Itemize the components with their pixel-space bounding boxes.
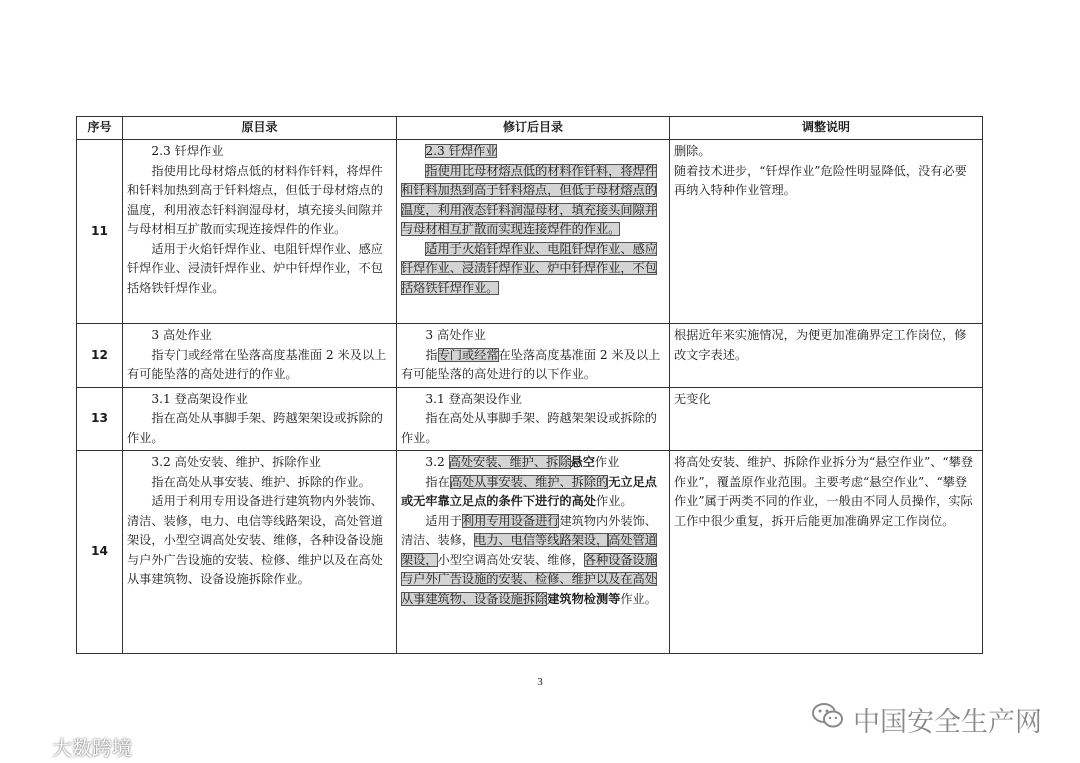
table-row [77, 387, 983, 451]
revised-title: 3 高处作业 [425, 328, 486, 342]
note-cell [670, 451, 983, 654]
revised-cell [397, 451, 670, 654]
table-header-row [77, 117, 983, 140]
brand-logo-icon [8, 733, 48, 760]
table-row [77, 140, 983, 324]
highlighted-phrase: 电力、电信等线路架设， [474, 533, 609, 547]
revised-paragraph: 指专门或经常在坠落高度基准面 2 米及以上有可能坠落的高处进行的以下作业。 [401, 347, 661, 381]
note-cell [670, 387, 983, 451]
row-number: 14 [77, 451, 123, 654]
original-title: 2.3 钎焊作业 [151, 144, 224, 158]
inserted-text: 悬空 [570, 455, 595, 469]
original-cell [123, 140, 397, 324]
original-title: 3.2 高处安装、维护、拆除作业 [151, 455, 321, 469]
header-number: 序号 [77, 117, 123, 140]
row-number: 12 [77, 324, 123, 388]
original-title: 3 高处作业 [151, 328, 212, 342]
revised-paragraph: 指在高处从事脚手架、跨越架架设或拆除的作业。 [401, 411, 657, 445]
revised-paragraph: 适用于利用专用设备进行建筑物内外装饰、清洁、装修，电力、电信等线路架设，高处管道架设，小型空调高处安装、维修，各种设备设施与户外广告设施的安装、检修、维护以及在高处从事建筑物、设备设施拆除建筑物检测等作业。 [401, 513, 657, 606]
revised-title: 3.1 登高架设作业 [425, 391, 522, 406]
highlighted-phrase: 高处从事安装、维护、拆除的 [449, 474, 609, 489]
row-number: 11 [77, 140, 123, 324]
note-line: 将高处安装、维护、拆除作业拆分为“悬空作业”、“攀登作业”，覆盖原作业范围。主要考虑“悬空作业”、“攀登作业”属于两类不同的作业，一般由不同人员操作，实际工作中很少重复，拆开后能更加准确界定工作岗位。 [674, 455, 974, 528]
header-original: 原目录 [123, 117, 397, 140]
watermark-right [811, 700, 1042, 739]
catalog-comparison-table [76, 116, 983, 654]
table-row [77, 324, 983, 388]
original-cell [123, 387, 397, 451]
original-title: 3.1 登高架设作业 [151, 391, 248, 406]
watermark-text: 大数跨境 [52, 736, 132, 760]
highlighted-phrase: 利用专用设备进行 [461, 513, 560, 528]
revised-paragraph-deleted: 适用于火焰钎焊作业、电阻钎焊作业、感应钎焊作业、浸渍钎焊作业、炉中钎焊作业，不包括烙铁钎焊作业。 [401, 241, 657, 295]
inserted-text: 无立足点或无牢靠立足点的条件下进行的高处 [401, 474, 657, 508]
revised-cell [397, 140, 670, 324]
header-note: 调整说明 [670, 117, 983, 140]
header-revised: 修订后目录 [397, 117, 670, 140]
original-cell [123, 324, 397, 388]
original-cell [123, 451, 397, 654]
row-number: 13 [77, 387, 123, 451]
revised-title: 3.2 高处安装、维护、拆除悬空作业 [425, 455, 620, 469]
revised-cell [397, 387, 670, 451]
revised-cell [397, 324, 670, 388]
watermark-text: 中国安全生产网 [853, 707, 1042, 738]
original-paragraph: 指使用比母材熔点低的材料作钎料，将焊件和钎料加热到高于钎料熔点，但低于母材熔点的温度，利用液态钎料润湿母材，填充接头间隙并与母材相互扩散而实现连接焊件的作业。 [127, 163, 383, 236]
revised-title-deleted: 2.3 钎焊作业 [425, 144, 498, 158]
note-line: 随着技术进步，“钎焊作业”危险性明显降低，没有必要再纳入特种作业管理。 [674, 163, 967, 197]
note-cell [670, 324, 983, 388]
highlighted-phrase: 高处安装、维护、拆除 [448, 455, 571, 469]
note-cell [670, 140, 983, 324]
highlighted-phrase: 专门或经常 [437, 347, 499, 362]
note-line: 无变化 [674, 391, 711, 406]
original-paragraph: 适用于火焰钎焊作业、电阻钎焊作业、感应钎焊作业、浸渍钎焊作业、炉中钎焊作业，不包括烙铁钎焊作业。 [127, 241, 383, 295]
revised-paragraph: 指在高处从事安装、维护、拆除的无立足点或无牢靠立足点的条件下进行的高处作业。 [401, 474, 657, 508]
highlighted-phrase: 高处管道架设， [401, 533, 657, 567]
highlighted-phrase: 各种设备设施与户外广告设施的安装、检修、维护以及在高处从事建筑物、设备设施拆除 [401, 552, 657, 606]
original-paragraph: 指专门或经常在坠落高度基准面 2 米及以上有可能坠落的高处进行的作业。 [127, 347, 387, 381]
inserted-text: 建筑物检测等 [547, 591, 621, 606]
note-line: 根据近年来实施情况，为便更加准确界定工作岗位，修改文字表述。 [674, 328, 967, 362]
wechat-icon [811, 702, 845, 737]
table-row [77, 451, 983, 654]
watermark-left [8, 732, 132, 761]
original-paragraph: 指在高处从事安装、维护、拆除的作业。 [151, 474, 371, 489]
note-line: 删除。 [674, 144, 711, 158]
revised-paragraph-deleted: 指使用比母材熔点低的材料作钎料，将焊件和钎料加热到高于钎料熔点，但低于母材熔点的温度，利用液态钎料润湿母材，填充接头间隙并与母材相互扩散而实现连接焊件的作业。 [401, 163, 657, 236]
original-paragraph: 指在高处从事脚手架、跨越架架设或拆除的作业。 [127, 411, 383, 445]
original-paragraph: 适用于利用专用设备进行建筑物内外装饰、清洁、装修，电力、电信等线路架设，高处管道架设，小型空调高处安装、维修，各种设备设施与户外广告设施的安装、检修、维护以及在高处从事建筑物、设备设施拆除作业。 [127, 494, 383, 586]
page-number: 3 [537, 676, 543, 688]
